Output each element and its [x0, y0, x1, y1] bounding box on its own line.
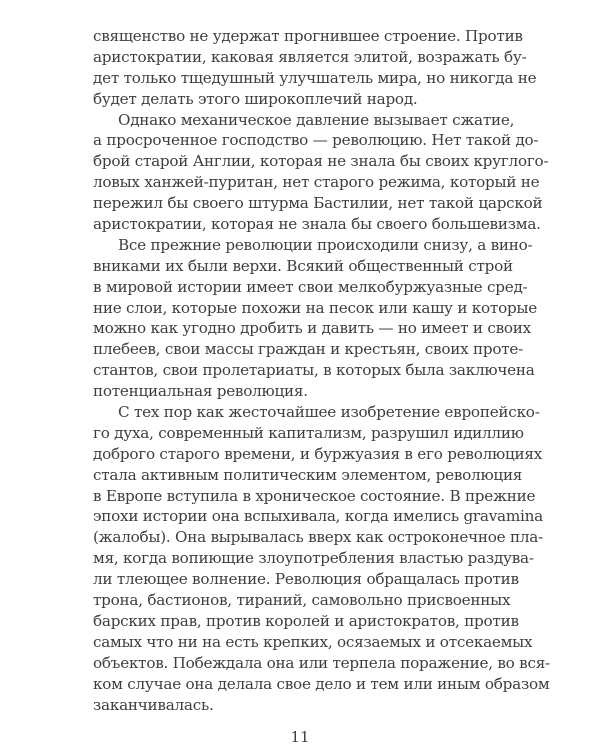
text-line: потенциальная революция. — [93, 382, 308, 401]
text-line: доброго старого времени, и буржуазия в его революциях — [93, 444, 543, 463]
paragraph — [93, 26, 537, 110]
text-line: Однако механическое давление вызывает сжатие, — [118, 110, 515, 129]
text-line: аристократии, которая не знала бы своего большевизма. — [93, 215, 541, 234]
text-line: Все прежние революции происходили снизу, а вино- — [118, 235, 533, 254]
text-line: С тех пор как жесточайшее изобретение европейско- — [118, 403, 540, 422]
text-line: в мировой истории имеет свои мелкобуржуазные сред- — [93, 277, 528, 296]
page-body-text — [93, 26, 550, 715]
text-line: можно как угодно дробить и давить — но имеет и своих — [93, 319, 531, 338]
text-line: мя, когда вопиющие злоупотребления властью раздува- — [93, 549, 534, 568]
text-line: ком случае она делала свое дело и тем или иным образом — [93, 674, 550, 693]
text-line: (жалобы). Она вырывалась вверх как остроконечное пла- — [93, 528, 543, 547]
text-line: вниками их были верхи. Всякий общественный строй — [93, 256, 513, 275]
text-line: стала активным политическим элементом, революция — [93, 465, 523, 484]
page-number: 11 — [290, 728, 310, 746]
paragraph — [93, 110, 549, 235]
text-line: а просроченное господство — революцию. Нет такой до- — [93, 131, 539, 150]
text-line: будет делать этого широкоплечий народ. — [93, 89, 418, 108]
text-line: дет только тщедушный улучшатель мира, но никогда не — [93, 68, 537, 87]
text-line: трона, бастионов, тираний, самовольно присвоенных — [93, 591, 511, 610]
text-line: в Европе вступила в хроническое состояние. В прежние — [93, 486, 536, 505]
paragraph — [93, 402, 550, 715]
text-line: барских прав, против королей и аристократов, против — [93, 611, 519, 630]
text-line: го духа, современный капитализм, разрушил идиллию — [93, 423, 524, 442]
text-line: объектов. Побеждала она или терпела поражение, во вся- — [93, 653, 550, 672]
text-line: самых что ни на есть крепких, осязаемых и отсекаемых — [93, 632, 533, 651]
paragraph — [93, 235, 538, 402]
text-line: пережил бы своего штурма Бастилии, нет такой царской — [93, 194, 543, 213]
text-line: ли тлеющее волнение. Революция обращалась против — [93, 570, 519, 589]
text-line: брой старой Англии, которая не знала бы своих круглого- — [93, 152, 549, 171]
text-line: священство не удержат прогнившее строение. Против — [93, 27, 523, 45]
text-line: стантов, свои пролетариаты, в которых была заключена — [93, 361, 535, 380]
text-line: эпохи истории она вспыхивала, когда имелись gravamina — [93, 507, 543, 526]
text-line: аристократии, каковая является элитой, возражать бу- — [93, 47, 527, 66]
text-line: ловых ханжей-пуритан, нет старого режима, который не — [93, 173, 540, 192]
text-line: заканчивалась. — [93, 695, 214, 714]
text-line: плебеев, свои массы граждан и крестьян, своих проте- — [93, 340, 524, 359]
text-line: ние слои, которые похожи на песок или кашу и которые — [93, 298, 538, 317]
